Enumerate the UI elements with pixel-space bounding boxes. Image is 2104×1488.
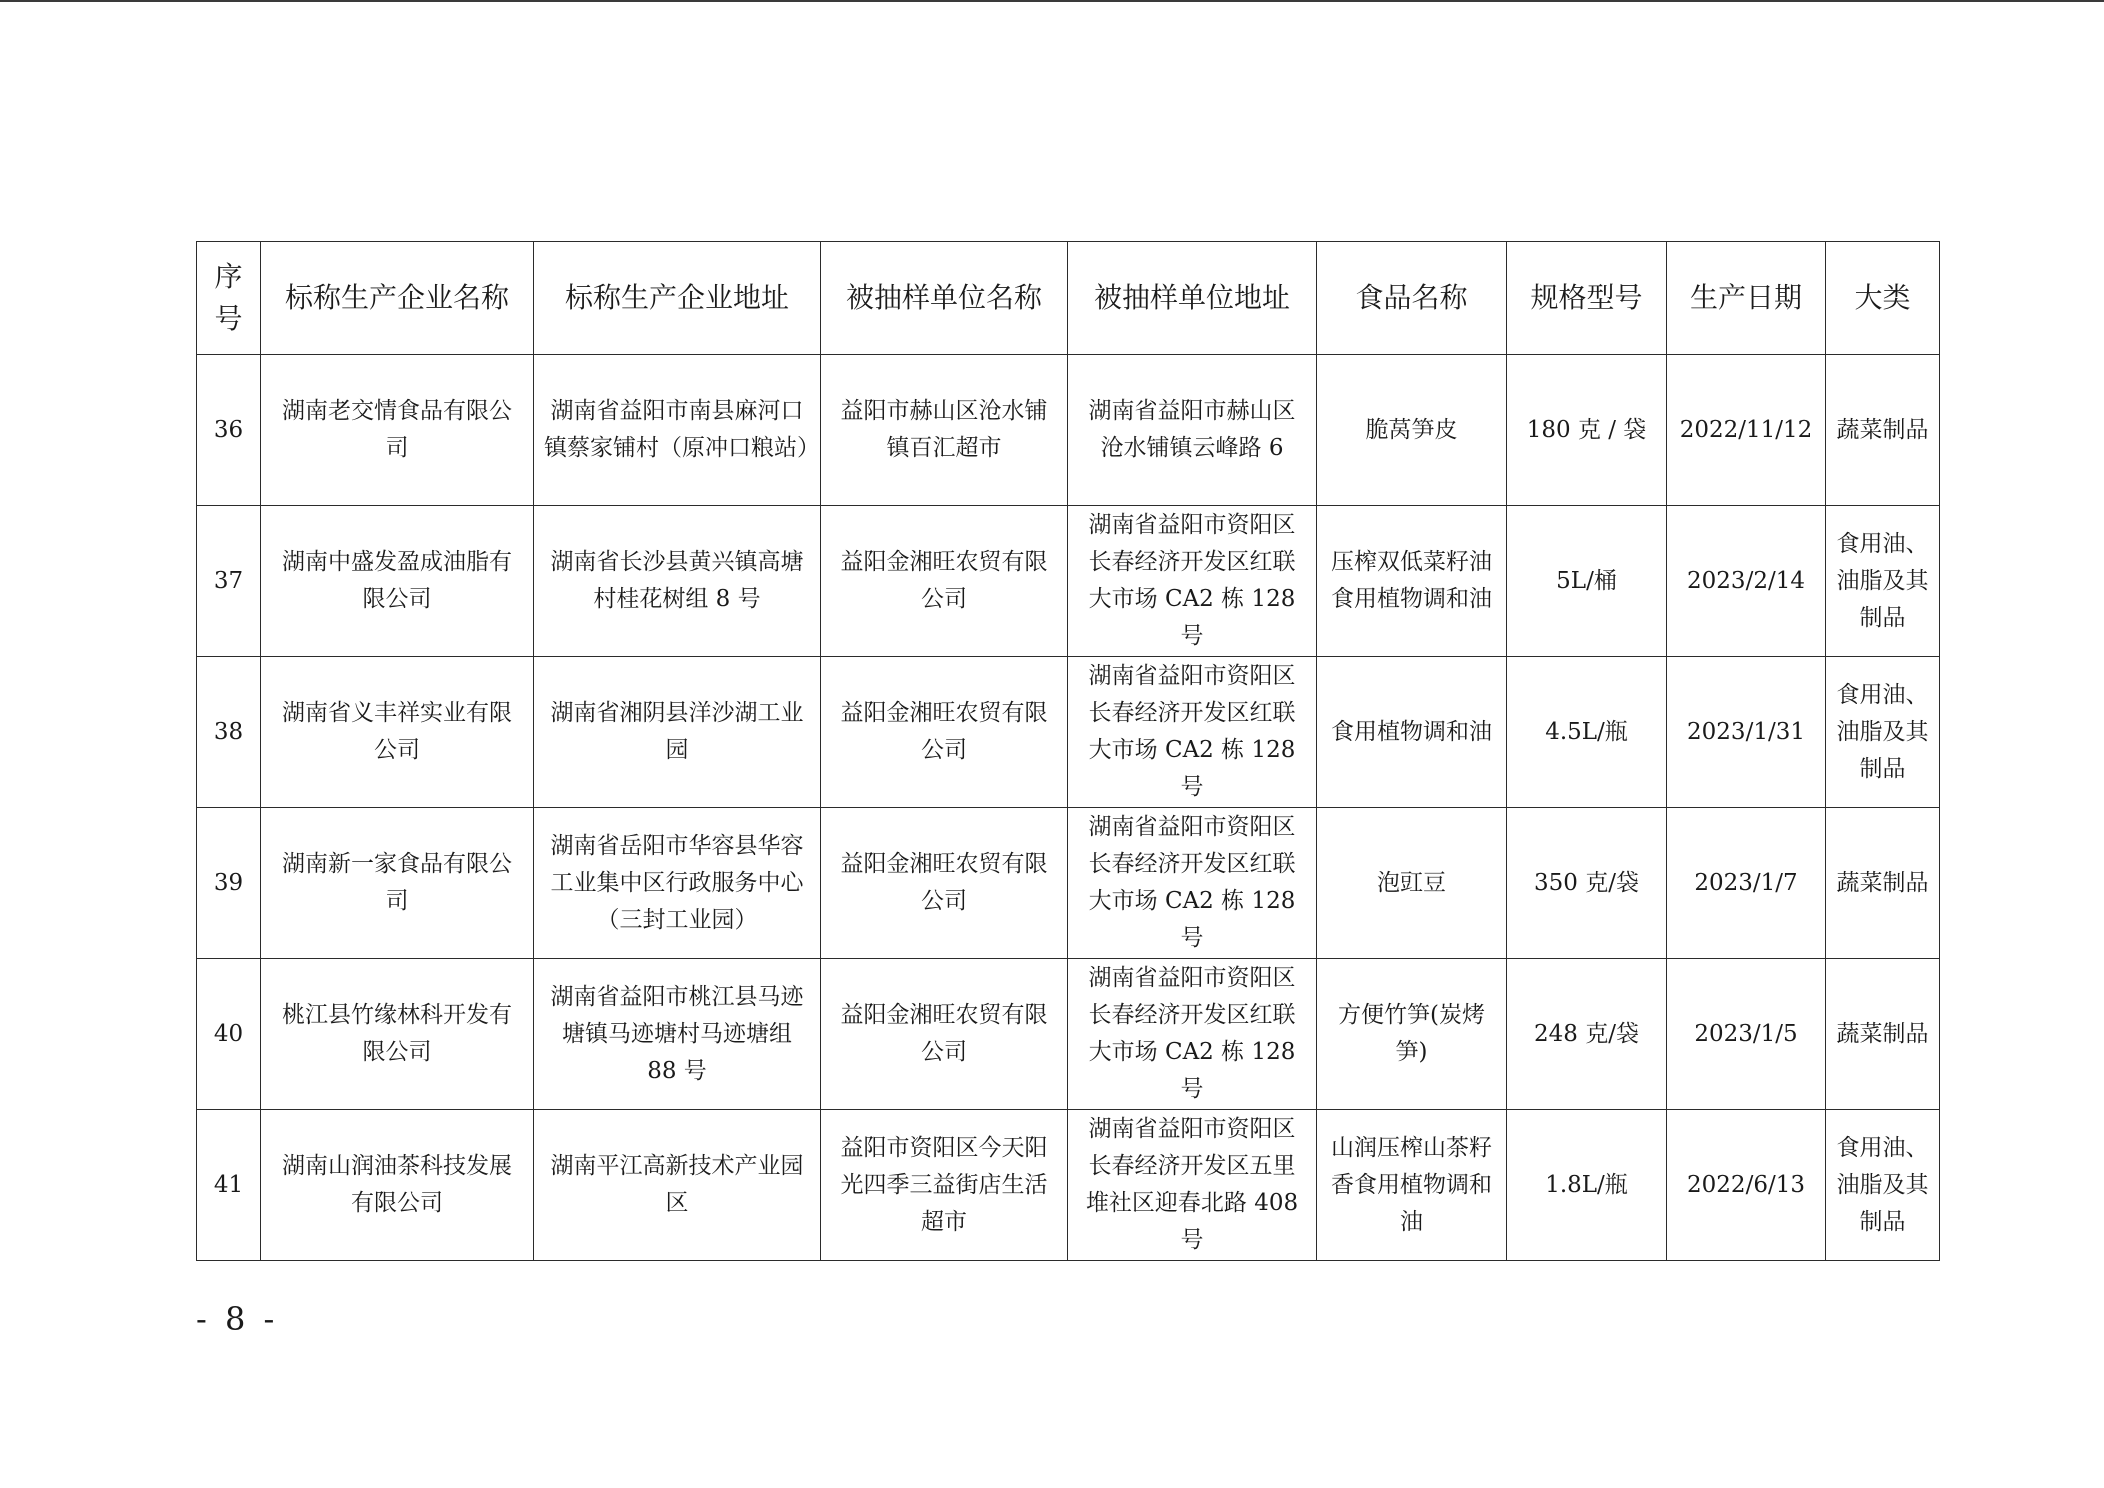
cell-sampled-unit-name: 益阳金湘旺农贸有限公司 [821,506,1068,657]
cell-no: 41 [197,1110,261,1261]
cell-manufacturer-address: 湖南省长沙县黄兴镇高塘村桂花树组 8 号 [534,506,821,657]
cell-food-name: 方便竹笋(炭烤笋) [1317,959,1507,1110]
cell-no: 40 [197,959,261,1110]
cell-production-date: 2023/1/7 [1667,808,1826,959]
cell-category: 蔬菜制品 [1826,355,1940,506]
cell-manufacturer-address: 湖南省益阳市桃江县马迹塘镇马迹塘村马迹塘组 88 号 [534,959,821,1110]
table-row [197,1110,1940,1261]
cell-sampled-unit-name: 益阳金湘旺农贸有限公司 [821,657,1068,808]
page-top-border [0,0,2104,2]
cell-sampled-unit-address: 湖南省益阳市资阳区长春经济开发区五里堆社区迎春北路 408 号 [1068,1110,1317,1261]
cell-no: 38 [197,657,261,808]
cell-production-date: 2022/6/13 [1667,1110,1826,1261]
cell-sampled-unit-address: 湖南省益阳市资阳区长春经济开发区红联大市场 CA2 栋 128 号 [1068,808,1317,959]
cell-sampled-unit-address: 湖南省益阳市资阳区长春经济开发区红联大市场 CA2 栋 128 号 [1068,506,1317,657]
cell-food-name: 泡豇豆 [1317,808,1507,959]
cell-manufacturer-name: 湖南老交情食品有限公司 [261,355,534,506]
cell-category: 蔬菜制品 [1826,808,1940,959]
header-sampled-unit-address: 被抽样单位地址 [1068,242,1317,355]
cell-spec: 4.5L/瓶 [1507,657,1667,808]
header-manufacturer-address: 标称生产企业地址 [534,242,821,355]
header-food-name: 食品名称 [1317,242,1507,355]
cell-food-name: 压榨双低菜籽油 食用植物调和油 [1317,506,1507,657]
cell-category: 食用油、油脂及其制品 [1826,506,1940,657]
cell-food-name: 食用植物调和油 [1317,657,1507,808]
cell-food-name: 脆莴笋皮 [1317,355,1507,506]
cell-category: 食用油、油脂及其制品 [1826,1110,1940,1261]
table-row [197,506,1940,657]
header-category: 大类 [1826,242,1940,355]
table-row [197,808,1940,959]
header-sampled-unit-name: 被抽样单位名称 [821,242,1068,355]
cell-spec: 180 克 / 袋 [1507,355,1667,506]
header-production-date: 生产日期 [1667,242,1826,355]
cell-sampled-unit-name: 益阳金湘旺农贸有限公司 [821,959,1068,1110]
table-header [197,242,1940,355]
cell-manufacturer-name: 湖南中盛发盈成油脂有限公司 [261,506,534,657]
table-row [197,959,1940,1110]
cell-category: 食用油、油脂及其制品 [1826,657,1940,808]
cell-sampled-unit-address: 湖南省益阳市赫山区沧水铺镇云峰路 6 [1068,355,1317,506]
cell-sampled-unit-name: 益阳金湘旺农贸有限公司 [821,808,1068,959]
cell-sampled-unit-name: 益阳市赫山区沧水铺镇百汇超市 [821,355,1068,506]
table-row [197,355,1940,506]
cell-production-date: 2023/1/31 [1667,657,1826,808]
header-row [197,242,1940,355]
page-number: - 8 - [196,1300,279,1338]
cell-spec: 1.8L/瓶 [1507,1110,1667,1261]
cell-no: 37 [197,506,261,657]
cell-manufacturer-address: 湖南平江高新技术产业园区 [534,1110,821,1261]
cell-manufacturer-name: 湖南山润油茶科技发展有限公司 [261,1110,534,1261]
table-body [197,355,1940,1261]
header-manufacturer-name: 标称生产企业名称 [261,242,534,355]
cell-manufacturer-name: 湖南省义丰祥实业有限公司 [261,657,534,808]
cell-spec: 248 克/袋 [1507,959,1667,1110]
cell-manufacturer-address: 湖南省湘阴县洋沙湖工业园 [534,657,821,808]
header-no: 序号 [197,242,261,355]
cell-manufacturer-address: 湖南省岳阳市华容县华容工业集中区行政服务中心（三封工业园） [534,808,821,959]
cell-sampled-unit-address: 湖南省益阳市资阳区长春经济开发区红联大市场 CA2 栋 128 号 [1068,657,1317,808]
cell-spec: 350 克/袋 [1507,808,1667,959]
cell-manufacturer-name: 桃江县竹缘林科开发有限公司 [261,959,534,1110]
cell-manufacturer-name: 湖南新一家食品有限公司 [261,808,534,959]
sampling-results-table [196,241,1940,1261]
cell-production-date: 2022/11/12 [1667,355,1826,506]
cell-food-name: 山润压榨山茶籽香食用植物调和油 [1317,1110,1507,1261]
cell-spec: 5L/桶 [1507,506,1667,657]
cell-production-date: 2023/2/14 [1667,506,1826,657]
cell-no: 36 [197,355,261,506]
cell-sampled-unit-name: 益阳市资阳区今天阳光四季三益街店生活超市 [821,1110,1068,1261]
cell-category: 蔬菜制品 [1826,959,1940,1110]
header-spec: 规格型号 [1507,242,1667,355]
cell-production-date: 2023/1/5 [1667,959,1826,1110]
cell-sampled-unit-address: 湖南省益阳市资阳区长春经济开发区红联大市场 CA2 栋 128 号 [1068,959,1317,1110]
cell-manufacturer-address: 湖南省益阳市南县麻河口镇蔡家铺村（原冲口粮站） [534,355,821,506]
table-row [197,657,1940,808]
cell-no: 39 [197,808,261,959]
